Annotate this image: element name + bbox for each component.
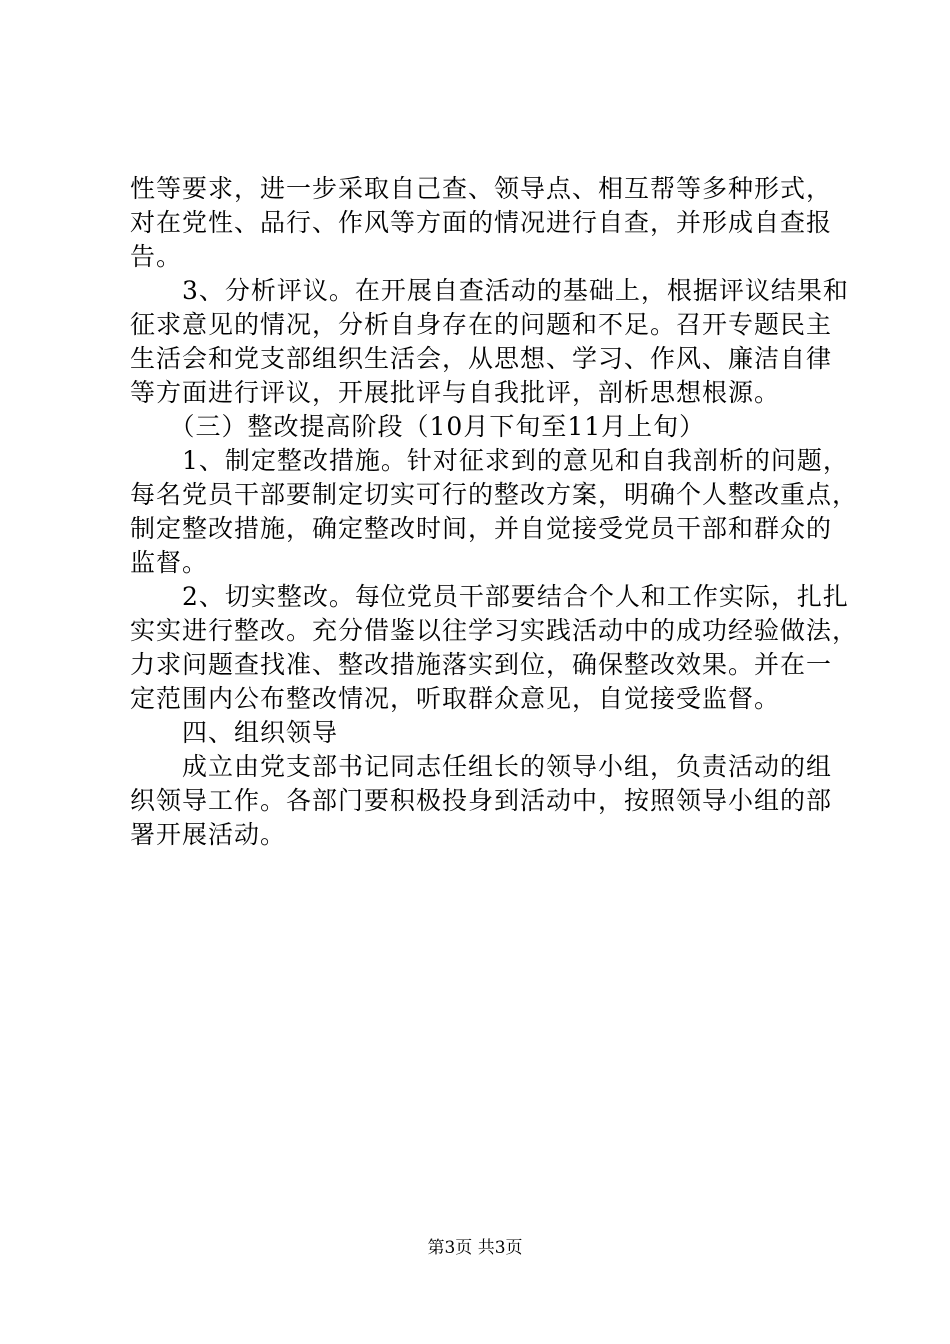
section-heading: （三）整改提高阶段（10月下旬至11月上旬） — [130, 412, 706, 441]
page-number: 第3页 共3页 — [427, 1238, 523, 1258]
text-line: 制定整改措施，确定整改时间，并自觉接受党员干部和群众的 — [130, 514, 833, 543]
text-line: 征求意见的情况，分析自身存在的问题和不足。召开专题民主 — [130, 310, 833, 339]
page-footer — [0, 1238, 950, 1258]
text-line: 生活会和党支部组织生活会，从思想、学习、作风、廉洁自律 — [130, 344, 833, 373]
text-line: 定范围内公布整改情况，听取群众意见，自觉接受监督。 — [130, 684, 781, 713]
text-line: 成立由党支部书记同志任组长的领导小组，负责活动的组 — [130, 752, 833, 781]
text-line: 力求问题查找准、整改措施落实到位，确保整改效果。并在一 — [130, 650, 833, 679]
text-line: 性等要求，进一步采取自己查、领导点、相互帮等多种形式， — [130, 174, 833, 203]
text-line: 署开展活动。 — [130, 820, 287, 849]
text-line: 等方面进行评议，开展批评与自我批评，剖析思想根源。 — [130, 378, 781, 407]
text-line: 每名党员干部要制定切实可行的整改方案，明确个人整改重点， — [130, 480, 859, 509]
text-line: 对在党性、品行、作风等方面的情况进行自查，并形成自查报 — [130, 208, 833, 237]
text-line: 监督。 — [130, 548, 209, 577]
text-line: 告。 — [130, 242, 183, 271]
text-line: 实实进行整改。充分借鉴以往学习实践活动中的成功经验做法， — [130, 616, 859, 645]
text-line: 织领导工作。各部门要积极投身到活动中，按照领导小组的部 — [130, 786, 833, 815]
text-line: 2、切实整改。每位党员干部要结合个人和工作实际，扎扎 — [130, 582, 849, 611]
text-line: 1、制定整改措施。针对征求到的意见和自我剖析的问题， — [130, 446, 849, 475]
section-heading: 四、组织领导 — [130, 718, 339, 747]
document-body — [130, 172, 859, 852]
text-line: 3、分析评议。在开展自查活动的基础上，根据评议结果和 — [130, 276, 849, 305]
